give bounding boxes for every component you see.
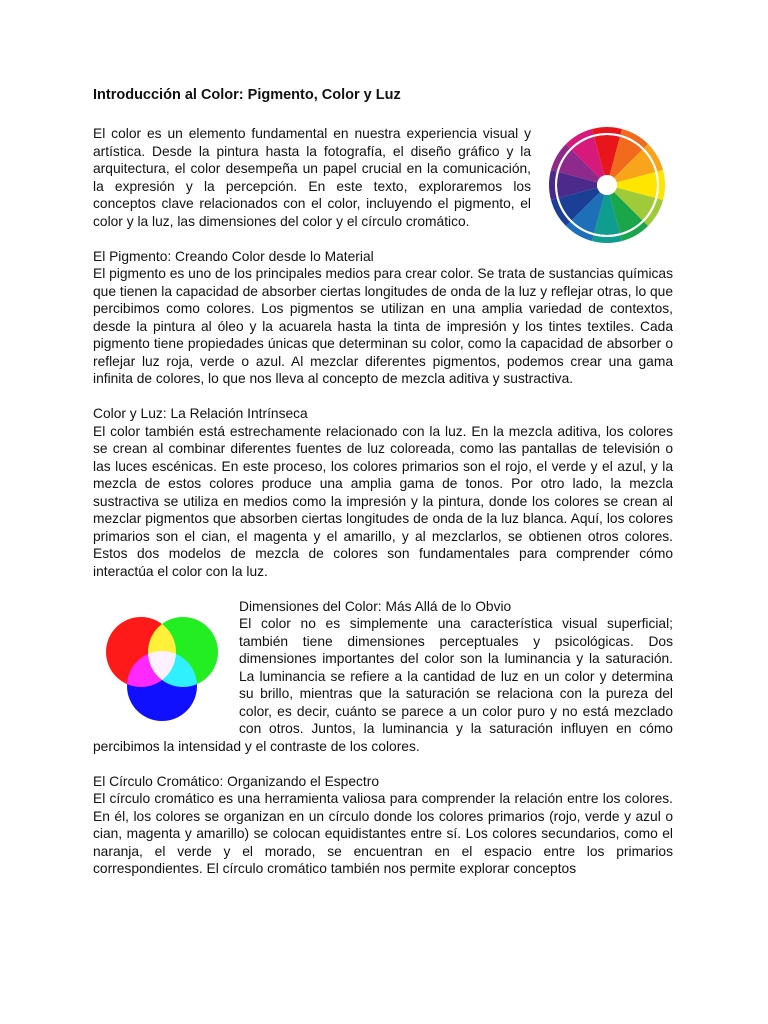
section-body: El pigmento es uno de los principales medios para crear color. Se trata de sustancias químicas que tienen la capacidad de absorber ciertas longitudes de onda de la luz y reflejar otras, lo que percibimos como colores. Los pigmentos se utilizan en una amplia variedad de contextos, desde la pintura al óleo y la acuarela hasta la tinta de impresión y los tintes textiles. Cada pigmento tiene propiedades únicas que determinan su color, como la capacidad de absorber o reflejar luz roja, verde o azul. Al mezclar diferentes pigmentos, podemos crear una gama infinita de colores, lo que nos lleva al concepto de mezcla aditiva y sustractiva. [93, 266, 673, 386]
section-heading: El Pigmento: Creando Color desde lo Material [93, 248, 374, 264]
section-dimensions [93, 598, 673, 756]
color-wheel-center [597, 175, 617, 195]
section-heading: Dimensiones del Color: Más Allá de lo Obvio [239, 598, 512, 614]
section-heading: El Círculo Cromático: Organizando el Espectro [93, 773, 380, 789]
document-page [93, 86, 673, 895]
section-heading: Color y Luz: La Relación Intrínseca [93, 406, 308, 421]
document-title: Introducción al Color: Pigmento, Color y Luz [93, 87, 401, 103]
section-body: El color no es simplemente una característica visual superficial; también tiene dimensiones perceptuales y psicológicas. Dos dimensiones importantes del color son la luminancia y la saturación. La luminancia se refiere a la cantidad de luz en un color y determina su brillo, mientras que la saturación se relaciona con la pureza del color, es decir, cuánto se parece a un color puro y no está mezclado con otros. Juntos, la luminancia y la saturación influyen en cómo percibimos la intensidad y el contraste de los colores. [93, 616, 673, 754]
rgb-venn-image [101, 612, 225, 722]
section-body: El color también está estrechamente relacionado con la luz. En la mezcla aditiva, los colores se crean al combinar diferentes fuentes de luz coloreada, como las pantallas de televisión o las luces escénicas. En este proceso, los colores primarios son el rojo, el verde y el azul, y la mezcla de estos colores produce una amplia gama de tonos. Por otro lado, la mezcla sustractiva se utiliza en medios como la impresión y la pintura, donde los colores se crean al mezclar pigmentos que absorben ciertas longitudes de onda de la luz blanca. Aquí, los colores primarios son el cian, el magenta y el amarillo, y al mezclarlos, se obtienen otros colores. Estos dos modelos de mezcla de colores son fundamentales para comprender cómo interactúa el color con la luz. [93, 423, 673, 579]
section-pigment [93, 248, 673, 388]
section-color-light [93, 405, 673, 580]
section-body: El círculo cromático es una herramienta valiosa para comprender la relación entre los colores. En él, los colores se organizan en un círculo donde los colores primarios (rojo, verde y azul o cian, magenta y amarillo) se colocan equidistantes entre sí. Los colores secundarios, como el naranja, el verde y el morado, se encuentran en el espacio entre los primarios correspondientes. El círculo cromático también nos permite explorar conceptos [93, 791, 673, 876]
intro-section [93, 125, 673, 230]
color-wheel-image [541, 125, 673, 245]
venn-blue-circle [127, 651, 197, 721]
section-color-wheel [93, 773, 673, 878]
intro-paragraph: El color es un elemento fundamental en nuestra experiencia visual y artística. Desde la pintura hasta la fotografía, el diseño gráfico y la arquitectura, el color desempeña un papel crucial en la comunicación, la expresión y la percepción. En este texto, exploraremos los conceptos clave relacionados con el color, incluyendo el pigmento, el color y la luz, las dimensiones del color y el círculo cromático. [93, 126, 531, 229]
